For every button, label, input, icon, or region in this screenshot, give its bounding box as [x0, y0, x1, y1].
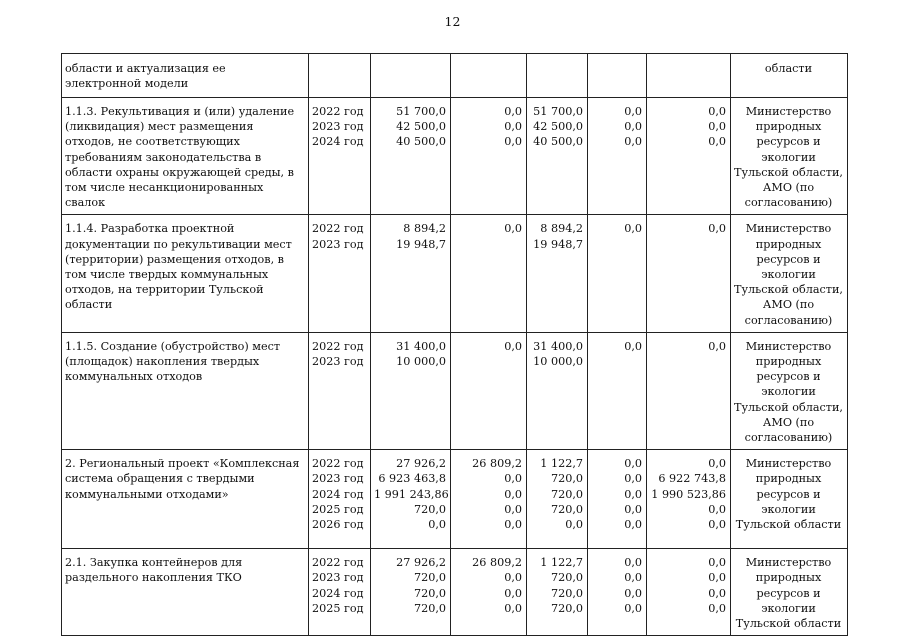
local-budget-cell	[588, 450, 647, 549]
federal-budget-cell	[451, 450, 527, 549]
cell-value: 0,0	[624, 556, 642, 570]
cell-value: 10 000,0	[533, 355, 583, 369]
cell-value: 0,0	[504, 586, 522, 600]
total-cell	[371, 332, 451, 449]
cell-value: 0,0	[565, 518, 583, 532]
cell-value: 0,0	[504, 339, 522, 353]
extrabudgetary-cell	[647, 450, 731, 549]
cell-value: 2023 год	[312, 237, 364, 251]
cell-value: 720,0	[550, 601, 583, 615]
cell-value: 42 500,0	[533, 120, 583, 134]
extrabudgetary-cell	[647, 549, 731, 636]
cell-value: 0,0	[708, 571, 726, 585]
years-cell	[309, 215, 371, 332]
cell-value: 0,0	[504, 502, 522, 516]
responsible-org-cell	[731, 549, 848, 636]
responsible-org: Министерство природных ресурсов и экологии Тульской области, АМО (по согласованию)	[734, 105, 843, 210]
responsible-org: области	[764, 62, 813, 75]
federal-budget-cell	[451, 54, 527, 98]
years-cell	[309, 450, 371, 549]
local-budget-cell	[588, 332, 647, 449]
responsible-org-cell	[731, 98, 848, 215]
responsible-org: Министерство природных ресурсов и экологии Тульской области, АМО (по согласованию)	[734, 339, 843, 445]
cell-value: 0,0	[504, 105, 522, 118]
cell-value: 2022 год	[312, 556, 364, 570]
years-cell	[309, 332, 371, 449]
cell-value: 2024 год	[312, 586, 364, 600]
cell-value: 720,0	[413, 586, 446, 600]
cell-value: 720,0	[413, 502, 446, 516]
federal-budget-cell	[451, 98, 527, 215]
local-budget-cell	[588, 98, 647, 215]
cell-value: 51 700,0	[396, 105, 446, 118]
cell-value: 19 948,7	[533, 237, 583, 251]
cell-value: 0,0	[624, 472, 642, 486]
cell-value: 0,0	[624, 518, 642, 532]
regional-budget-cell	[527, 98, 588, 215]
item-name-cell	[62, 549, 309, 636]
cell-value: 720,0	[550, 586, 583, 600]
cell-value: 0,0	[708, 457, 726, 471]
extrabudgetary-cell	[647, 332, 731, 449]
cell-value: 1 991 243,86	[374, 487, 449, 501]
cell-value: 40 500,0	[396, 135, 446, 149]
federal-budget-cell	[451, 332, 527, 449]
cell-value: 2025 год	[312, 502, 364, 516]
cell-value: 0,0	[624, 222, 642, 236]
cell-value: 0,0	[428, 518, 446, 532]
cell-value: 2024 год	[312, 135, 364, 149]
cell-value: 1 122,7	[540, 457, 583, 471]
cell-value: 720,0	[550, 571, 583, 585]
responsible-org: Министерство природных ресурсов и экологии Тульской области	[735, 556, 842, 631]
table-row	[62, 332, 848, 449]
cell-value: 2022 год	[312, 339, 364, 353]
page-number: 12	[444, 14, 461, 29]
cell-value: 0,0	[708, 601, 726, 615]
table-body	[62, 54, 848, 636]
regional-budget-cell	[527, 54, 588, 98]
item-name: 2.1. Закупка контейнеров для раздельного накопления ТКО	[65, 556, 243, 585]
item-name-cell	[62, 54, 309, 98]
cell-value: 0,0	[624, 586, 642, 600]
years-cell	[309, 549, 371, 636]
cell-value: 0,0	[624, 105, 642, 118]
cell-value: 0,0	[708, 586, 726, 600]
federal-budget-cell	[451, 215, 527, 332]
cell-value: 0,0	[624, 487, 642, 501]
cell-value: 0,0	[624, 339, 642, 353]
cell-value: 10 000,0	[396, 355, 446, 369]
cell-value: 0,0	[708, 502, 726, 516]
item-name-cell	[62, 450, 309, 549]
cell-value: 2023 год	[312, 120, 364, 134]
item-name-cell	[62, 98, 309, 215]
cell-value: 0,0	[708, 339, 726, 353]
cell-value: 0,0	[708, 556, 726, 570]
item-name: 2. Региональный проект «Комплексная система обращения с твердыми коммунальными отходами»	[65, 457, 300, 501]
cell-value: 31 400,0	[396, 339, 446, 353]
cell-value: 0,0	[504, 135, 522, 149]
cell-value: 0,0	[708, 222, 726, 236]
table-row	[62, 54, 848, 98]
cell-value: 27 926,2	[396, 556, 446, 570]
item-name: 1.1.4. Разработка проектной документации по рекультивации мест (территории) размещения отходов, в том числе твердых коммунальных отходов, на территории Тульской области	[65, 222, 292, 312]
cell-value: 0,0	[504, 222, 522, 236]
local-budget-cell	[588, 215, 647, 332]
cell-value: 8 894,2	[403, 222, 446, 236]
cell-value: 2026 год	[312, 518, 364, 532]
cell-value: 0,0	[504, 487, 522, 501]
extrabudgetary-cell	[647, 98, 731, 215]
cell-value: 2024 год	[312, 487, 364, 501]
item-name-cell	[62, 332, 309, 449]
cell-value: 0,0	[624, 502, 642, 516]
cell-value: 0,0	[624, 120, 642, 134]
cell-value: 26 809,2	[472, 556, 522, 570]
table-row	[62, 549, 848, 636]
item-name: области и актуализация ее электронной модели	[65, 62, 226, 91]
cell-value: 720,0	[550, 502, 583, 516]
cell-value: 40 500,0	[533, 135, 583, 149]
cell-value: 0,0	[624, 135, 642, 149]
item-name: 1.1.3. Рекультивация и (или) удаление (ликвидация) мест размещения отходов, не соответствующих требованиям законодательства в области охраны окружающей среды, в том числе несанкционированных свалок	[65, 105, 295, 210]
table-row	[62, 450, 848, 549]
total-cell	[371, 215, 451, 332]
local-budget-cell	[588, 549, 647, 636]
cell-value: 0,0	[708, 135, 726, 149]
cell-value: 2022 год	[312, 457, 364, 471]
cell-value: 0,0	[504, 518, 522, 532]
local-budget-cell	[588, 54, 647, 98]
cell-value: 51 700,0	[533, 105, 583, 118]
cell-value: 2025 год	[312, 601, 364, 615]
cell-value: 720,0	[413, 601, 446, 615]
cell-value: 2022 год	[312, 222, 364, 236]
cell-value: 1 122,7	[540, 556, 583, 570]
years-cell	[309, 54, 371, 98]
cell-value: 0,0	[504, 601, 522, 615]
budget-table	[61, 53, 848, 636]
cell-value: 720,0	[550, 472, 583, 486]
cell-value: 0,0	[504, 472, 522, 486]
cell-value: 0,0	[504, 120, 522, 134]
cell-value: 2022 год	[312, 105, 364, 118]
total-cell	[371, 450, 451, 549]
item-name: 1.1.5. Создание (обустройство) мест (площадок) накопления твердых коммунальных отходов	[65, 339, 281, 384]
cell-value: 19 948,7	[396, 237, 446, 251]
total-cell	[371, 54, 451, 98]
federal-budget-cell	[451, 549, 527, 636]
cell-value: 720,0	[550, 487, 583, 501]
total-cell	[371, 98, 451, 215]
responsible-org-cell	[731, 450, 848, 549]
cell-value: 2023 год	[312, 472, 364, 486]
item-name-cell	[62, 215, 309, 332]
cell-value: 8 894,2	[540, 222, 583, 236]
cell-value: 0,0	[708, 518, 726, 532]
cell-value: 6 922 743,8	[658, 472, 726, 486]
responsible-org-cell	[731, 54, 848, 98]
extrabudgetary-cell	[647, 54, 731, 98]
cell-value: 42 500,0	[396, 120, 446, 134]
regional-budget-cell	[527, 215, 588, 332]
cell-value: 0,0	[708, 120, 726, 134]
regional-budget-cell	[527, 332, 588, 449]
cell-value: 6 923 463,8	[378, 472, 446, 486]
table-row	[62, 98, 848, 215]
regional-budget-cell	[527, 549, 588, 636]
responsible-org-cell	[731, 215, 848, 332]
cell-value: 26 809,2	[472, 457, 522, 471]
extrabudgetary-cell	[647, 215, 731, 332]
cell-value: 0,0	[624, 571, 642, 585]
cell-value: 0,0	[624, 457, 642, 471]
table-row	[62, 215, 848, 332]
cell-value: 720,0	[413, 571, 446, 585]
cell-value: 2023 год	[312, 355, 364, 369]
responsible-org: Министерство природных ресурсов и экологии Тульской области, АМО (по согласованию)	[734, 222, 843, 327]
regional-budget-cell	[527, 450, 588, 549]
cell-value: 0,0	[504, 571, 522, 585]
cell-value: 1 990 523,86	[651, 487, 726, 501]
responsible-org-cell	[731, 332, 848, 449]
cell-value: 0,0	[624, 601, 642, 615]
years-cell	[309, 98, 371, 215]
cell-value: 27 926,2	[396, 457, 446, 471]
cell-value: 31 400,0	[533, 339, 583, 353]
cell-value: 2023 год	[312, 571, 364, 585]
total-cell	[371, 549, 451, 636]
cell-value: 0,0	[708, 105, 726, 118]
responsible-org: Министерство природных ресурсов и экологии Тульской области	[735, 457, 842, 532]
